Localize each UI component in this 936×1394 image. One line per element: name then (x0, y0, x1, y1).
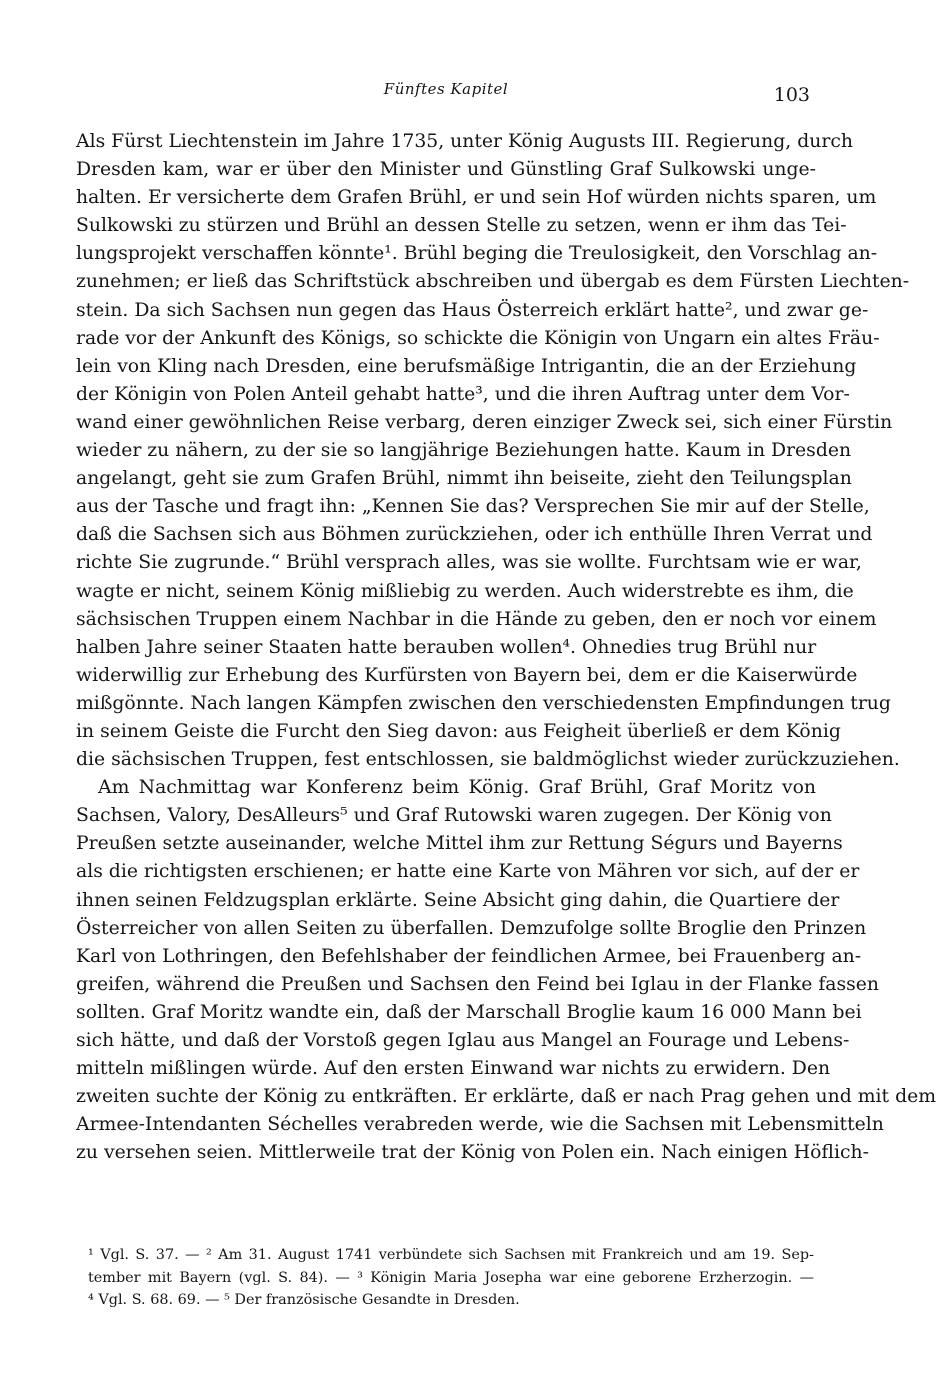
footnote-line: tember mit Bayern (vgl. S. 84). — ³ Königin Maria Josepha war eine geborene Erzherzogin. — (88, 1269, 814, 1286)
text-line: greifen, während die Preußen und Sachsen den Feind bei Iglau in der Flanke fassen (76, 973, 879, 995)
text-line: Karl von Lothringen, den Befehlshaber der feindlichen Armee, bei Frauenberg an- (76, 945, 862, 967)
text-line: aus der Tasche und fragt ihn: „Kennen Sie das? Versprechen Sie mir auf der Stelle, (76, 496, 870, 518)
page-number: 103 (773, 84, 810, 106)
text-line: Dresden kam, war er über den Minister und Günstling Graf Sulkowski unge- (76, 159, 816, 181)
text-line: rade vor der Ankunft des Königs, so schickte die Königin von Ungarn ein altes Fräu- (76, 327, 880, 349)
text-line: halten. Er versicherte dem Grafen Brühl, er und sein Hof würden nichts sparen, um (76, 187, 877, 209)
text-line: widerwillig zur Erhebung des Kurfürsten von Bayern bei, dem er die Kaiserwürde (76, 664, 858, 686)
text-line: mißgönnte. Nach langen Kämpfen zwischen den verschiedensten Empfindungen trug (76, 692, 891, 714)
text-line: mitteln mißlingen würde. Auf den ersten Einwand war nichts zu erwidern. Den (76, 1058, 831, 1080)
text-line: Sachsen, Valory, DesAlleurs⁵ und Graf Rutowski waren zugegen. Der König von (76, 805, 832, 827)
footnote-line: ⁴ Vgl. S. 68. 69. — ⁵ Der französische Gesandte in Dresden. (88, 1292, 520, 1308)
page-header (82, 80, 810, 110)
text-line: wand einer gewöhnlichen Reise verbarg, deren einziger Zweck sei, sich einer Fürstin (76, 411, 893, 433)
text-line: sollten. Graf Moritz wandte ein, daß der Marschall Broglie kaum 16 000 Mann bei (76, 1001, 862, 1023)
text-line: Am Nachmittag war Konferenz beim König. Graf Brühl, Graf Moritz von (98, 777, 816, 799)
text-line: richte Sie zugrunde.“ Brühl versprach alles, was sie wollte. Furchtsam wie er war, (76, 552, 862, 574)
text-line: ihnen seinen Feldzugsplan erklärte. Seine Absicht ging dahin, die Quartiere der (76, 889, 840, 911)
text-line: in seinem Geiste die Furcht den Sieg davon: aus Feigheit überließ er dem König (76, 720, 841, 742)
text-line: zunehmen; er ließ das Schriftstück abschreiben und übergab es dem Fürsten Liechten- (76, 271, 910, 293)
text-line: die sächsischen Truppen, fest entschlossen, sie baldmöglichst wieder zurückzuziehen. (76, 749, 900, 771)
body-text (76, 128, 936, 1167)
text-line: der Königin von Polen Anteil gehabt hatte³, und die ihren Auftrag unter dem Vor- (76, 383, 850, 405)
text-line: stein. Da sich Sachsen nun gegen das Haus Österreich erklärt hatte², und zwar ge- (76, 299, 869, 321)
text-line: wieder zu nähern, zu der sie so langjährige Beziehungen hatte. Kaum in Dresden (76, 440, 852, 462)
text-line: zweiten suchte der König zu entkräften. Er erklärte, daß er nach Prag gehen und mit dem (76, 1086, 936, 1108)
text-line: zu versehen seien. Mittlerweile trat der König von Polen ein. Nach einigen Höflich- (76, 1142, 869, 1164)
text-line: als die richtigsten erschienen; er hatte eine Karte von Mähren vor sich, auf der er (76, 861, 860, 883)
running-title: Fünftes Kapitel (383, 80, 509, 98)
text-line: halben Jahre seiner Staaten hatte berauben wollen⁴. Ohnedies trug Brühl nur (76, 636, 817, 658)
text-line: Preußen setzte auseinander, welche Mittel ihm zur Rettung Ségurs und Bayerns (76, 833, 843, 855)
footnotes (88, 1244, 814, 1312)
text-line: lein von Kling nach Dresden, eine berufsmäßige Intrigantin, die an der Erziehung (76, 355, 857, 377)
footnote-line: ¹ Vgl. S. 37. — ² Am 31. August 1741 verbündete sich Sachsen mit Frankreich und am 19. Sep- (88, 1247, 814, 1263)
text-line: sächsischen Truppen einem Nachbar in die Hände zu geben, den er noch vor einem (76, 608, 877, 630)
text-line: Österreicher von allen Seiten zu überfallen. Demzufolge sollte Broglie den Prinzen (76, 917, 867, 939)
text-line: sich hätte, und daß der Vorstoß gegen Iglau aus Mangel an Fourage und Lebens- (76, 1030, 850, 1051)
text-line: Armee-Intendanten Séchelles verabreden werde, wie die Sachsen mit Lebensmitteln (76, 1114, 884, 1136)
text-line: Sulkowski zu stürzen und Brühl an dessen Stelle zu setzen, wenn er ihm das Tei- (76, 215, 847, 237)
text-line: daß die Sachsen sich aus Böhmen zurückziehen, oder ich enthülle Ihren Verrat und (76, 524, 873, 546)
text-line: lungsprojekt verschaffen könnte¹. Brühl beging die Treulosigkeit, den Vorschlag an- (76, 243, 878, 265)
text-line: wagte er nicht, seinem König mißliebig zu werden. Auch widerstrebte es ihm, die (76, 580, 854, 602)
text-line: angelangt, geht sie zum Grafen Brühl, nimmt ihn beiseite, zieht den Teilungsplan (76, 468, 852, 490)
text-line: Als Fürst Liechtenstein im Jahre 1735, unter König Augusts III. Regierung, durch (76, 131, 853, 152)
